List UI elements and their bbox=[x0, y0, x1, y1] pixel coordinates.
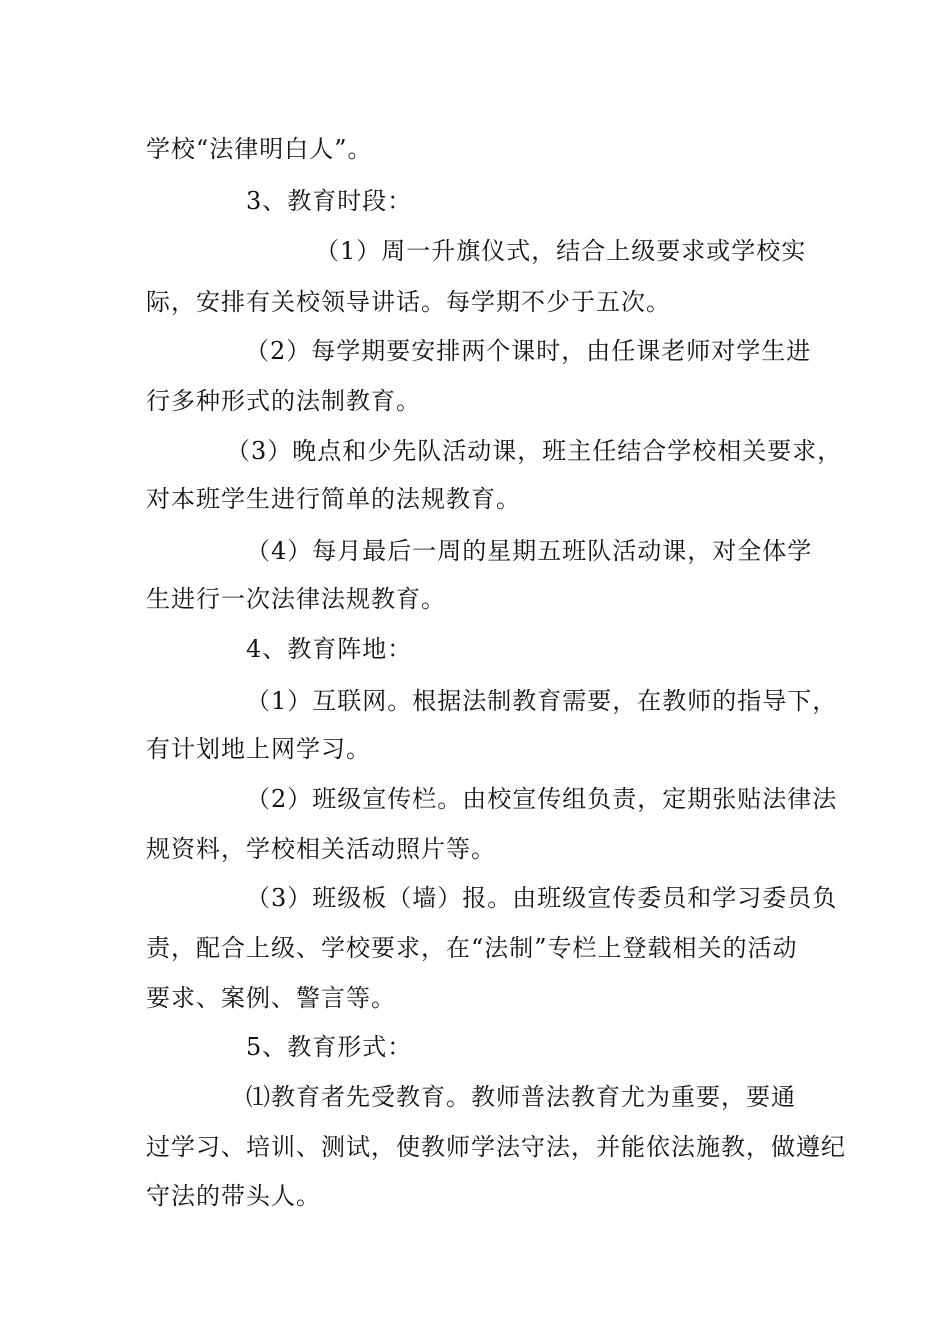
text-line-22: 守法的带头人。 bbox=[146, 1182, 321, 1210]
text-line-14: （2）班级宣传栏。由校宣传组负责，定期张贴法律法 bbox=[246, 785, 838, 813]
text-line-13: 有计划地上网学习。 bbox=[146, 735, 371, 763]
text-line-21: 过学习、培训、测试，使教师学法守法，并能依法施教，做遵纪 bbox=[146, 1133, 846, 1161]
section-heading-education-period: 3、教育时段： bbox=[246, 187, 413, 215]
text-line-5: （2）每学期要安排两个课时，由任课老师对学生进 bbox=[245, 337, 812, 365]
text-line-9: （4）每月最后一周的星期五班队活动课，对全体学 bbox=[246, 537, 813, 565]
text-line-4: 际，安排有关校领导讲话。每学期不少于五次。 bbox=[146, 288, 671, 316]
text-line-17: 责，配合上级、学校要求，在“法制”专栏上登载相关的活动 bbox=[146, 934, 798, 962]
text-line-15: 规资料，学校相关活动照片等。 bbox=[146, 835, 496, 863]
text-line-12: （1）互联网。根据法制教育需要，在教师的指导下， bbox=[246, 687, 838, 715]
text-line-1: 学校“法律明白人”。 bbox=[146, 135, 373, 163]
text-line-10: 生进行一次法律法规教育。 bbox=[146, 585, 446, 613]
text-line-7: （3）晚点和少先队活动课，班主任结合学校相关要求， bbox=[226, 437, 843, 465]
section-heading-education-venue: 4、教育阵地： bbox=[246, 635, 413, 663]
text-line-18: 要求、案例、警言等。 bbox=[146, 984, 396, 1012]
text-line-8: 对本班学生进行简单的法规教育。 bbox=[146, 485, 521, 513]
section-heading-education-form: 5、教育形式： bbox=[246, 1033, 413, 1061]
text-line-20: ⑴教育者先受教育。教师普法教育尤为重要，要通 bbox=[246, 1083, 796, 1111]
text-line-3: （1）周一升旗仪式，结合上级要求或学校实 bbox=[315, 237, 807, 265]
text-line-6: 行多种形式的法制教育。 bbox=[146, 387, 421, 415]
text-line-16: （3）班级板（墙）报。由班级宣传委员和学习委员负 bbox=[246, 884, 838, 912]
